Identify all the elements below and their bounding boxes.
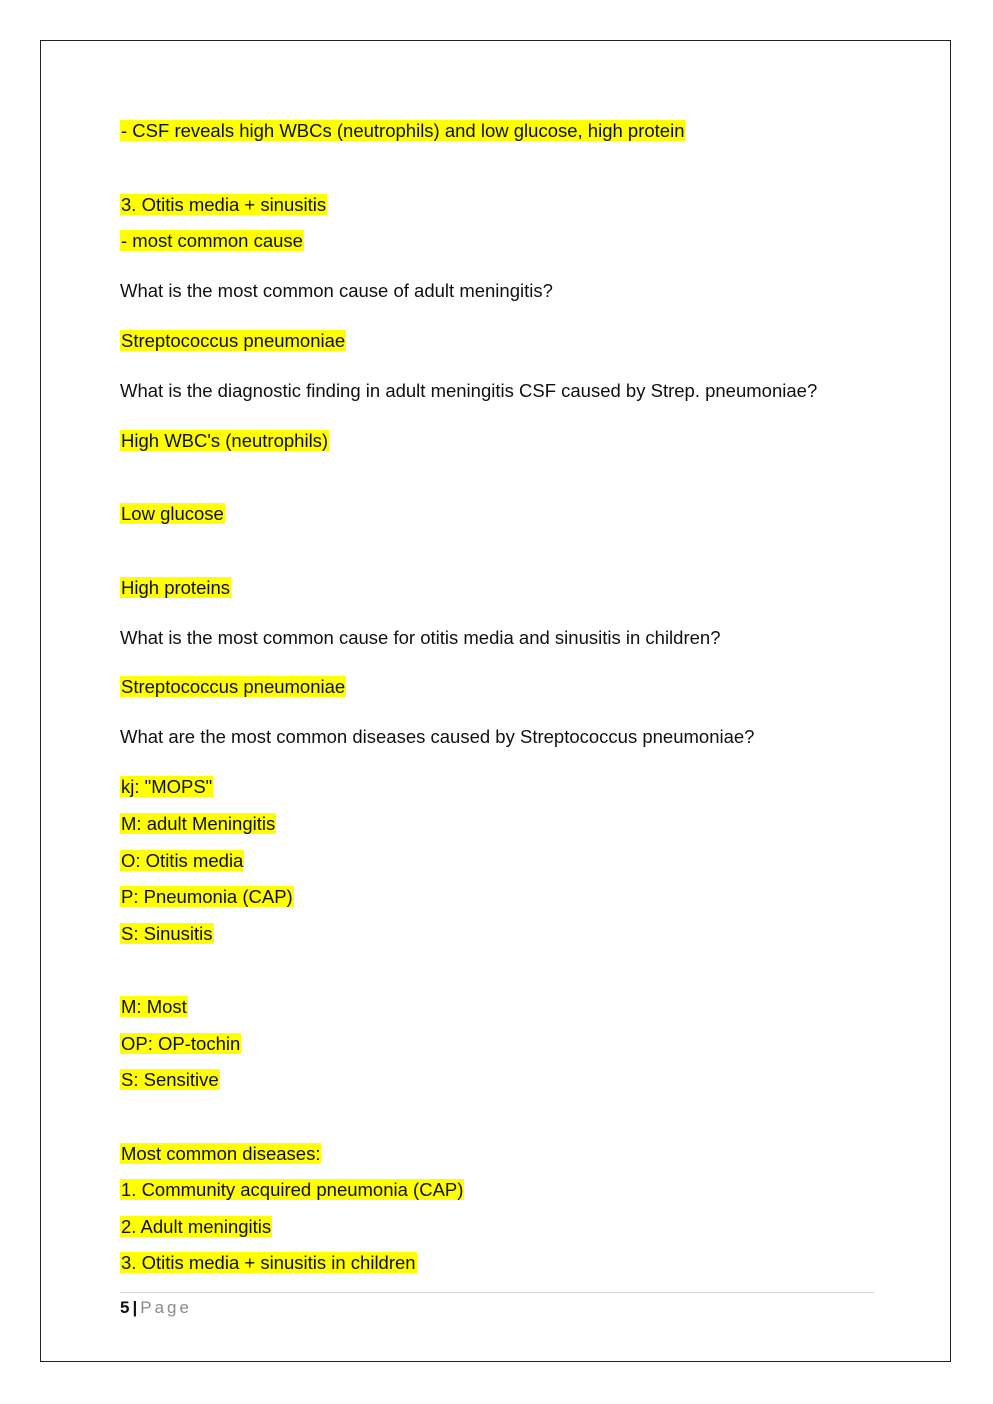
text-line-2 — [120, 193, 327, 217]
highlighted-text: S: Sensitive — [121, 1069, 219, 1090]
answer-3 — [120, 675, 346, 699]
highlighted-text: M: Most — [121, 996, 187, 1017]
list-item — [120, 1215, 272, 1239]
answer-2b — [120, 502, 225, 526]
answer-2c — [120, 576, 231, 600]
highlighted-text: 3. Otitis media + sinusitis — [121, 194, 327, 215]
list-item — [120, 1251, 417, 1275]
question-text: What are the most common diseases caused by Streptococcus pneumoniae? — [120, 726, 755, 747]
question-1 — [120, 279, 553, 303]
question-4 — [120, 725, 754, 749]
highlighted-text: kj: "MOPS" — [121, 776, 213, 797]
highlighted-text: High WBC's (neutrophils) — [121, 430, 329, 451]
highlighted-text: O: Otitis media — [121, 850, 244, 871]
highlighted-text: 1. Community acquired pneumonia (CAP) — [121, 1179, 464, 1200]
highlighted-text: High proteins — [121, 577, 231, 598]
list-item — [120, 1178, 464, 1202]
answer-1 — [120, 329, 346, 353]
text-line-3 — [120, 229, 304, 253]
mnemonic-item — [120, 1032, 241, 1056]
highlighted-text: M: adult Meningitis — [121, 813, 276, 834]
question-text: What is the most common cause of adult meningitis? — [120, 280, 553, 301]
answer-2a — [120, 429, 329, 453]
page-footer — [120, 1297, 192, 1319]
footer-divider — [120, 1292, 874, 1293]
list-title — [120, 1142, 321, 1166]
highlighted-text: 2. Adult meningitis — [121, 1216, 272, 1237]
page-number: 5 — [120, 1298, 130, 1317]
question-text: What is the diagnostic finding in adult meningitis CSF caused by Strep. pneumoniae? — [120, 380, 818, 401]
mnemonic-title — [120, 775, 213, 799]
highlighted-text: OP: OP-tochin — [121, 1033, 241, 1054]
highlighted-text: Low glucose — [121, 503, 224, 524]
question-2 — [120, 379, 817, 403]
page-label: Page — [140, 1298, 192, 1317]
highlighted-text: Streptococcus pneumoniae — [121, 330, 346, 351]
mnemonic-item — [120, 995, 188, 1019]
mnemonic-item — [120, 812, 276, 836]
mnemonic-item — [120, 885, 294, 909]
highlighted-text: P: Pneumonia (CAP) — [121, 886, 293, 907]
mnemonic-item — [120, 1068, 220, 1092]
mnemonic-item — [120, 849, 244, 873]
highlighted-text: - most common cause — [121, 230, 303, 251]
highlighted-text: Most common diseases: — [121, 1143, 321, 1164]
question-3 — [120, 626, 720, 650]
highlighted-text: 3. Otitis media + sinusitis in children — [121, 1252, 416, 1273]
highlighted-text: - CSF reveals high WBCs (neutrophils) and low glucose, high protein — [121, 120, 685, 141]
mnemonic-item — [120, 922, 214, 946]
footer-separator: | — [132, 1298, 138, 1317]
question-text: What is the most common cause for otitis media and sinusitis in children? — [120, 627, 721, 648]
highlighted-text: Streptococcus pneumoniae — [121, 676, 346, 697]
highlighted-text: S: Sinusitis — [121, 923, 213, 944]
text-line-1 — [120, 119, 685, 143]
